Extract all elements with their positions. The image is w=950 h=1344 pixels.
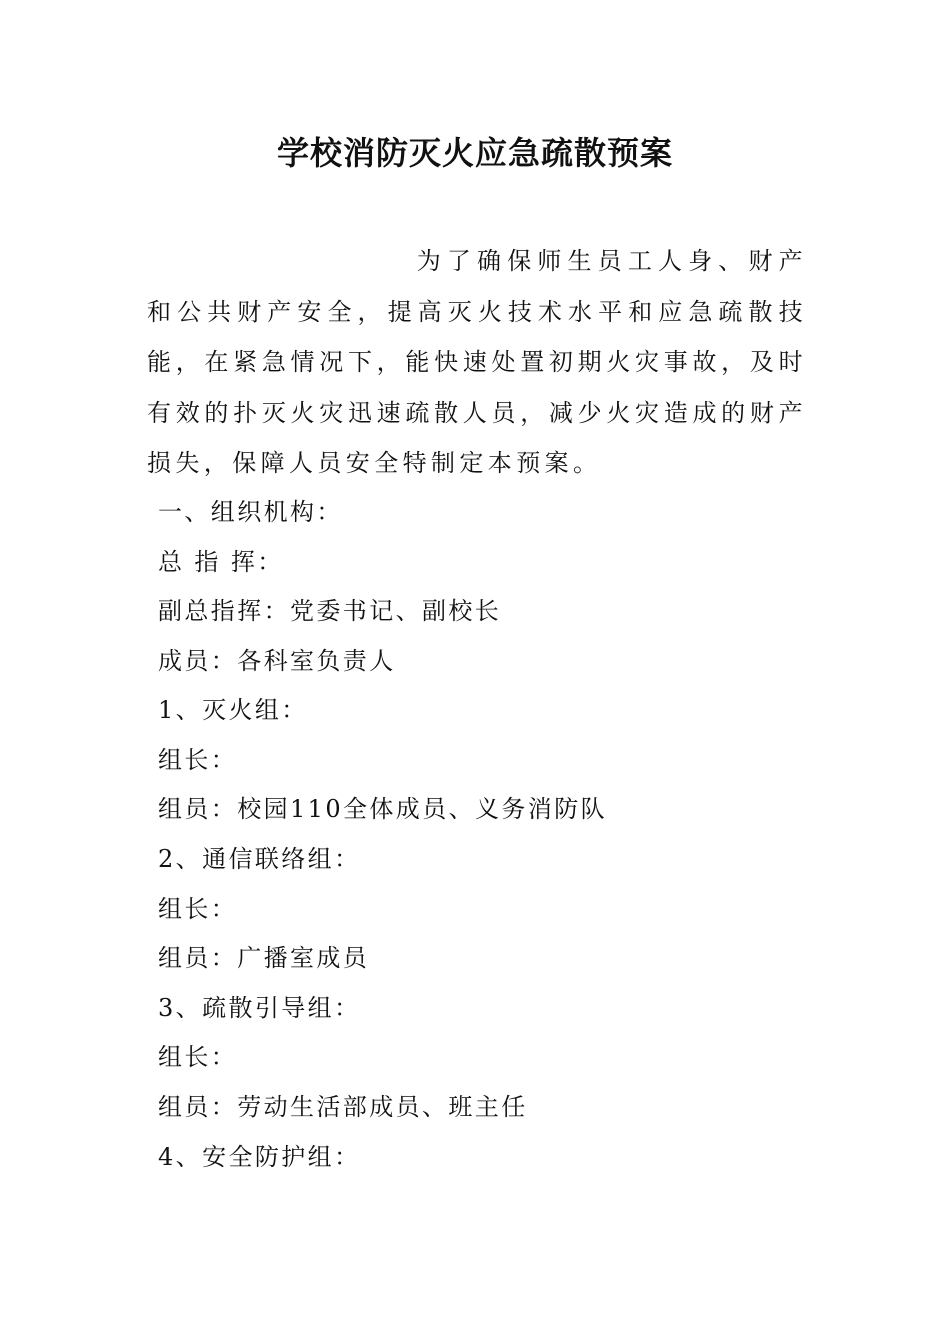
members-line: 成员：各科室负责人 xyxy=(158,647,396,675)
commander-line: 总 指 挥： xyxy=(158,548,284,576)
safety-group-heading: 4、安全防护组： xyxy=(158,1143,361,1171)
communication-group-heading: 2、通信联络组： xyxy=(158,845,361,873)
intro-paragraph xyxy=(147,236,807,489)
firefighting-group-heading: 1、灭火组： xyxy=(158,696,308,724)
evacuation-group-heading: 3、疏散引导组： xyxy=(158,994,361,1022)
document-title: 学校消防灭火应急疏散预案 xyxy=(276,134,673,172)
section-org-heading: 一、组织机构： xyxy=(158,498,343,526)
evacuation-members-line: 组员：劳动生活部成员、班主任 xyxy=(158,1093,528,1121)
evacuation-leader-line: 组长： xyxy=(158,1043,238,1071)
intro-text: 为了确保师生员工人身、财产和公共财产安全，提高灭火技术水平和应急疏散技能，在紧急情况下，能快速处置初期火灾事故，及时有效的扑灭火灾迅速疏散人员，减少火灾造成的财产损失，保障人员安全特制定本预案。 xyxy=(147,247,807,477)
firefighting-members-line: 组员：校园110全体成员、义务消防队 xyxy=(158,795,608,823)
communication-members-line: 组员：广播室成员 xyxy=(158,944,370,972)
deputy-commander-line: 副总指挥：党委书记、副校长 xyxy=(158,597,502,625)
communication-leader-line: 组长： xyxy=(158,895,238,923)
firefighting-leader-line: 组长： xyxy=(158,746,238,774)
